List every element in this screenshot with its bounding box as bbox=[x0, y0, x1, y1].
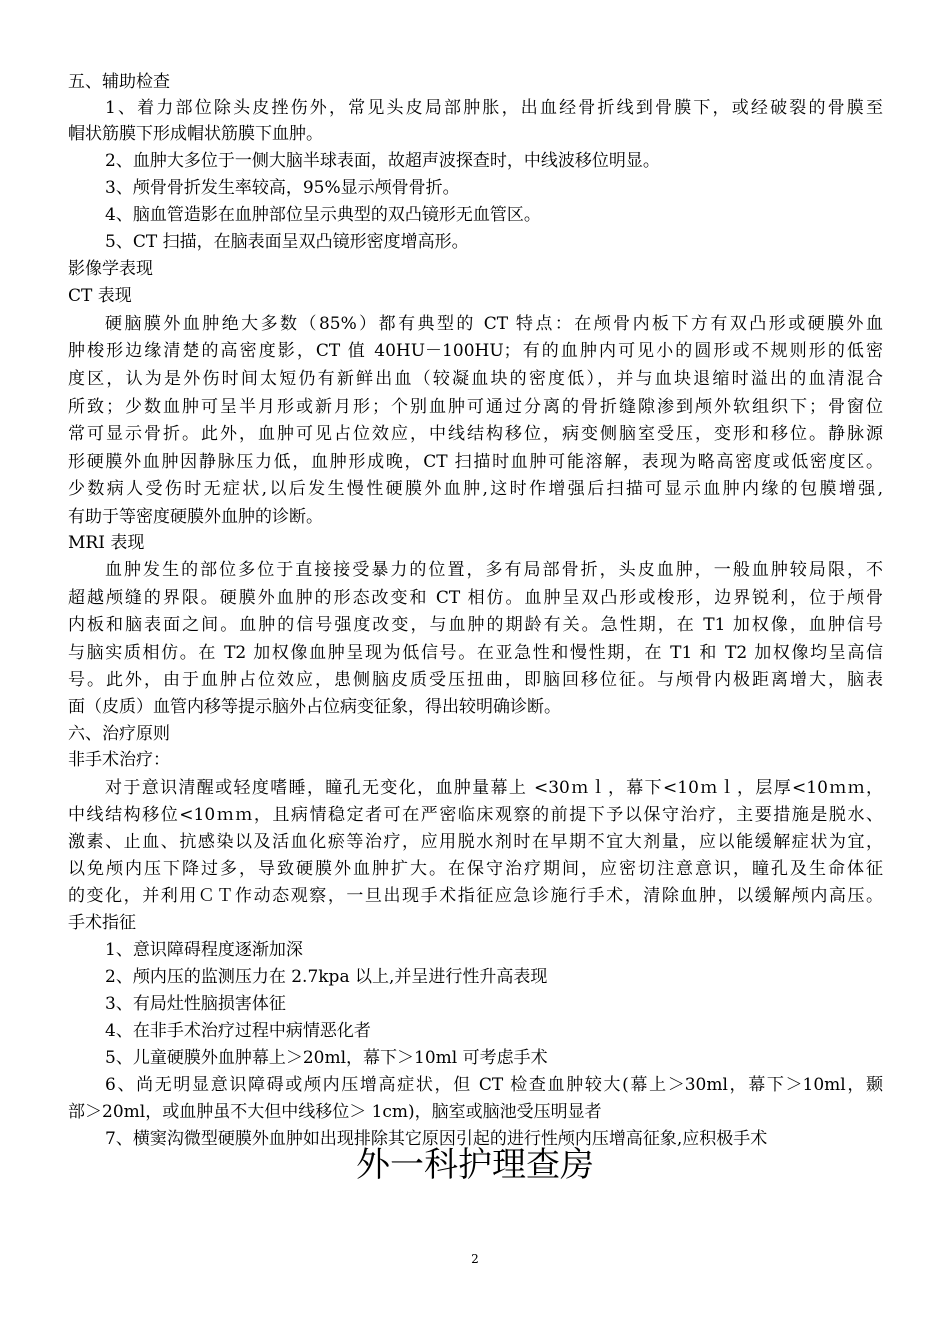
surgical-heading: 手术指征 bbox=[68, 913, 136, 933]
surgical-item: 4、在非手术治疗过程中病情恶化者 bbox=[105, 1021, 371, 1041]
mri-paragraph-line: 号。此外，由于血肿占位效应，患侧脑皮质受压扭曲，即脑回移位征。与颅骨内极距离增大，脑表 bbox=[68, 670, 883, 690]
mri-paragraph-line: 面（皮质）血管内移等提示脑外占位病变征象，得出较明确诊断。 bbox=[68, 697, 561, 717]
ct-paragraph-line: 少数病人受伤时无症状,以后发生慢性硬膜外血肿,这时作增强后扫描可显示血肿内缘的包膜增强, bbox=[68, 479, 883, 499]
section-6-heading: 六、治疗原则 bbox=[68, 724, 170, 744]
mri-heading: MRI 表现 bbox=[68, 533, 145, 553]
footer-title: 外一科护理查房 bbox=[356, 1145, 594, 1185]
section-5-item-2: 2、血肿大多位于一侧大脑半球表面，故超声波探查时，中线波移位明显。 bbox=[105, 151, 660, 171]
mri-paragraph-line: 血肿发生的部位多位于直接接受暴力的位置，多有局部骨折，头皮血肿，一般血肿较局限，不 bbox=[105, 560, 883, 580]
imaging-heading: 影像学表现 bbox=[68, 259, 153, 279]
section-5-item-4: 4、脑血管造影在血肿部位呈示典型的双凸镜形无血管区。 bbox=[105, 205, 541, 225]
section-5-heading: 五、辅助检查 bbox=[68, 72, 170, 92]
nonsurgical-paragraph-line: 激素、止血、抗感染以及活血化瘀等治疗，应用脱水剂时在早期不宜大剂量，应以能缓解症状为宜， bbox=[68, 832, 883, 852]
ct-paragraph-line: 度区，认为是外伤时间太短仍有新鲜出血（较凝血块的密度低），并与血块退缩时溢出的血清混合 bbox=[68, 369, 883, 389]
ct-paragraph-line: 所致；少数血肿可呈半月形或新月形；个别血肿可通过分离的骨折缝隙渗到颅外软组织下；骨窗位 bbox=[68, 397, 883, 417]
ct-paragraph-line: 硬脑膜外血肿绝大多数（85%）都有典型的 CT 特点：在颅骨内板下方有双凸形或硬膜外血 bbox=[105, 314, 883, 334]
ct-paragraph-line: 肿梭形边缘清楚的高密度影，CT 值 40HU－100HU；有的血肿内可见小的圆形或不规则形的低密 bbox=[68, 341, 883, 361]
ct-paragraph-line: 形硬膜外血肿因静脉压力低，血肿形成晚，CT 扫描时血肿可能溶解，表现为略高密度或低密度区。 bbox=[68, 452, 883, 472]
surgical-item-6-line-2: 部＞20ml，或血肿虽不大但中线移位＞ 1cm)，脑室或脑池受压明显者 bbox=[68, 1102, 602, 1122]
page-number: 2 bbox=[471, 1252, 479, 1266]
nonsurgical-heading: 非手术治疗： bbox=[68, 750, 170, 770]
ct-heading: CT 表现 bbox=[68, 286, 132, 306]
nonsurgical-paragraph-line: 对于意识清醒或轻度嗜睡，瞳孔无变化，血肿量幕上 <30ｍｌ，幕下<10ｍｌ，层厚<10ｍｍ， bbox=[105, 778, 883, 798]
surgical-item: 5、儿童硬膜外血肿幕上＞20ml，幕下＞10ml 可考虑手术 bbox=[105, 1048, 548, 1068]
section-5-item-1-line-2: 帽状筋膜下形成帽状筋膜下血肿。 bbox=[68, 124, 323, 144]
nonsurgical-paragraph-line: 以免颅内压下降过多，导致硬膜外血肿扩大。在保守治疗期间，应密切注意意识，瞳孔及生命体征 bbox=[68, 859, 883, 879]
surgical-item: 3、有局灶性脑损害体征 bbox=[105, 994, 286, 1014]
mri-paragraph-line: 内板和脑表面之间。血肿的信号强度改变，与血肿的期龄有关。急性期，在 T1 加权像，血肿信号 bbox=[68, 615, 883, 635]
section-5-item-1-line-1: 1、着力部位除头皮挫伤外，常见头皮局部肿胀，出血经骨折线到骨膜下，或经破裂的骨膜至 bbox=[105, 98, 883, 118]
ct-paragraph-line: 常可显示骨折。此外，血肿可见占位效应，中线结构移位，病变侧脑室受压，变形和移位。静脉源 bbox=[68, 424, 883, 444]
section-5-item-3: 3、颅骨骨折发生率较高，95%显示颅骨骨折。 bbox=[105, 178, 460, 198]
surgical-item: 1、意识障碍程度逐渐加深 bbox=[105, 940, 303, 960]
surgical-item-6-line-1: 6、尚无明显意识障碍或颅内压增高症状，但 CT 检查血肿较大(幕上＞30ml，幕下＞10ml，颞 bbox=[105, 1075, 883, 1095]
surgical-item-7: 7、横窦沟微型硬膜外血肿如出现排除其它原因引起的进行性颅内压增高征象,应积极手术 bbox=[105, 1129, 768, 1149]
section-5-item-5: 5、CT 扫描，在脑表面呈双凸镜形密度增高形。 bbox=[105, 232, 469, 252]
mri-paragraph-line: 与脑实质相仿。在 T2 加权像血肿呈现为低信号。在亚急性和慢性期，在 T1 和 T2 加权像均呈高信 bbox=[68, 643, 883, 663]
ct-paragraph-line: 有助于等密度硬膜外血肿的诊断。 bbox=[68, 507, 323, 527]
mri-paragraph-line: 超越颅缝的界限。硬膜外血肿的形态改变和 CT 相仿。血肿呈双凸形或梭形，边界锐利，位于颅骨 bbox=[68, 588, 883, 608]
nonsurgical-paragraph-line: 中线结构移位<10ｍｍ，且病情稳定者可在严密临床观察的前提下予以保守治疗，主要措施是脱水、 bbox=[68, 805, 883, 825]
surgical-item: 2、颅内压的监测压力在 2.7kpa 以上,并呈进行性升高表现 bbox=[105, 967, 548, 987]
nonsurgical-paragraph-line: 的变化，并利用ＣＴ作动态观察，一旦出现手术指征应急诊施行手术，清除血肿，以缓解颅内高压。 bbox=[68, 886, 883, 906]
